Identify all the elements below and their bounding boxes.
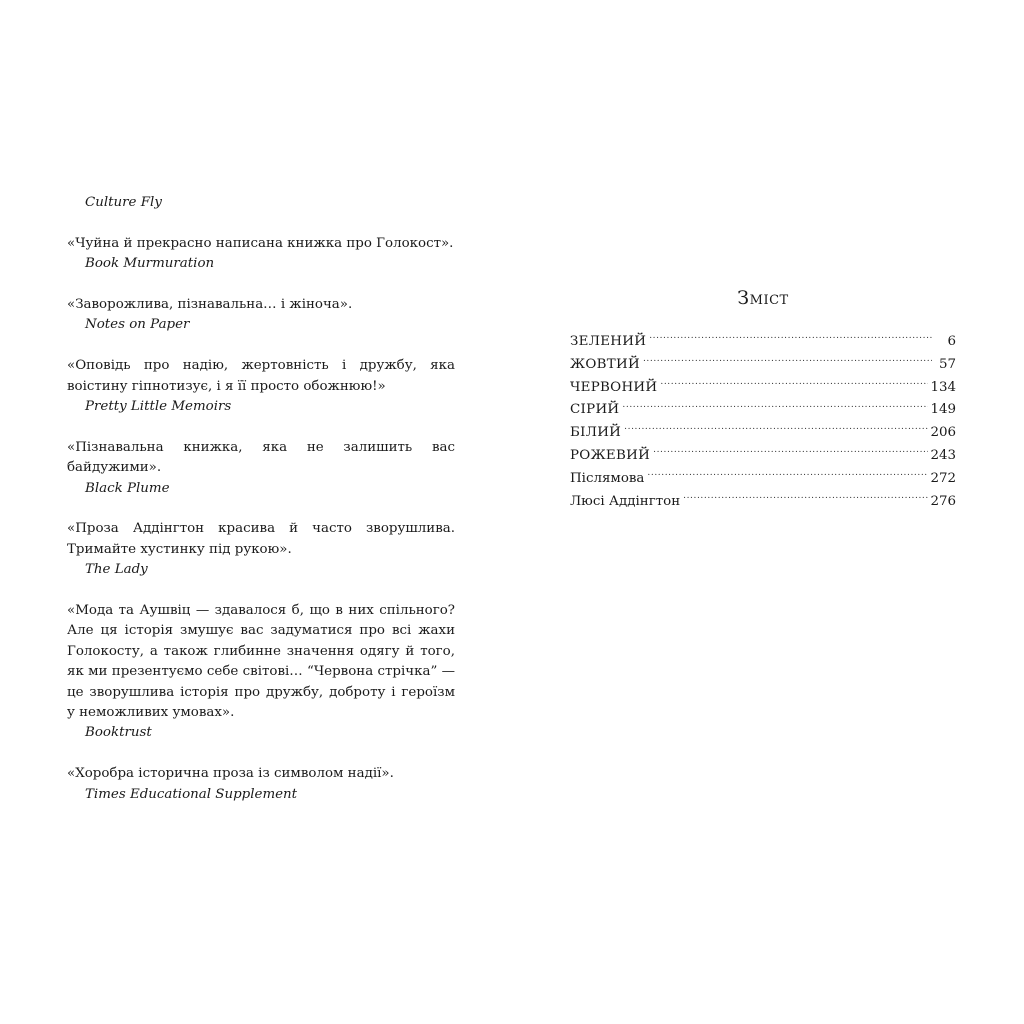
toc-entry-page: 134 [930, 379, 956, 395]
review-source: Culture Fly [85, 195, 162, 210]
toc-entry-label: РОЖЕВИЙ [570, 447, 651, 463]
toc-entry[interactable] [570, 377, 956, 400]
table-of-contents [570, 285, 956, 513]
toc-entry-label: Післямова [570, 470, 645, 486]
review-quote: «Чуйна й прекрасно написана книжка про Голокост». [67, 235, 454, 251]
reviews-list [67, 193, 455, 825]
toc-leader-dots [660, 377, 928, 391]
toc-leader-dots [624, 422, 928, 436]
toc-entry[interactable] [570, 468, 956, 491]
toc-leader-dots [649, 331, 932, 345]
toc-entry-page: 6 [947, 334, 956, 349]
toc-entry-label: ЗЕЛЕНИЙ [570, 334, 647, 349]
review-quote: «Пізнавальна книжка, яка не залишить вас байдужими». [67, 439, 455, 476]
review-item [67, 356, 455, 417]
review-item [67, 234, 455, 275]
toc-entry[interactable] [570, 331, 956, 354]
review-item [67, 438, 455, 499]
review-source: Notes on Paper [85, 317, 190, 333]
review-source: Times Educational Supplement [85, 786, 298, 802]
toc-entry[interactable] [570, 422, 956, 445]
toc-entry-page: 243 [930, 447, 956, 463]
toc-list [570, 331, 956, 513]
toc-entry[interactable] [570, 354, 956, 377]
review-item [67, 295, 455, 336]
review-source: The Lady [85, 562, 148, 578]
right-page [512, 0, 1024, 1024]
toc-entry-page: 57 [938, 356, 956, 372]
toc-entry[interactable] [570, 399, 956, 422]
toc-leader-dots [622, 399, 928, 413]
review-source: Booktrust [85, 725, 152, 741]
toc-entry-label: Люсі Аддінгтон [570, 493, 681, 509]
toc-title: Зміст [737, 287, 789, 309]
review-item [67, 519, 455, 580]
toc-leader-dots [643, 354, 932, 368]
toc-leader-dots [653, 445, 928, 459]
toc-entry-page: 276 [930, 493, 956, 509]
review-quote: «Проза Аддінгтон красива й часто зворушлива. Тримайте хустинку під рукою». [67, 521, 455, 557]
toc-entry-label: СІРИЙ [570, 402, 620, 418]
toc-leader-dots [683, 491, 928, 505]
review-quote: «Заворожлива, пізнавальна… і жіноча». [67, 297, 353, 312]
toc-entry-page: 206 [930, 425, 956, 441]
review-item [67, 193, 455, 213]
toc-entry-page: 272 [930, 470, 956, 486]
toc-entry-label: БІЛИЙ [570, 425, 622, 441]
toc-leader-dots [647, 468, 928, 482]
review-item [67, 601, 455, 744]
review-source: Pretty Little Memoirs [85, 399, 232, 415]
toc-entry[interactable] [570, 445, 956, 468]
review-quote: «Хоробра історична проза із символом надії». [67, 766, 394, 782]
review-quote: «Оповідь про надію, жертовність і дружбу, яка воістину гіпнотизує, і я її просто обожнюю!» [67, 358, 455, 394]
toc-entry-label: ЧЕРВОНИЙ [570, 379, 658, 395]
review-source: Black Plume [85, 480, 170, 496]
toc-entry-page: 149 [930, 402, 956, 418]
review-item [67, 764, 455, 805]
toc-entry[interactable] [570, 491, 956, 514]
toc-entry-label: ЖОВТИЙ [570, 356, 640, 372]
review-quote: «Мода та Аушвіц — здавалося б, що в них спільного? Але ця історія змушує вас задуматися про всі жахи Голокосту, а також глибинне значення одягу й того, як ми презентуємо себе світові… “Червона стрічка” — це зворушлива історія про дружбу, доброту і героїзм у неможливих умовах». [67, 603, 455, 721]
review-source: Book Murmuration [85, 256, 215, 272]
